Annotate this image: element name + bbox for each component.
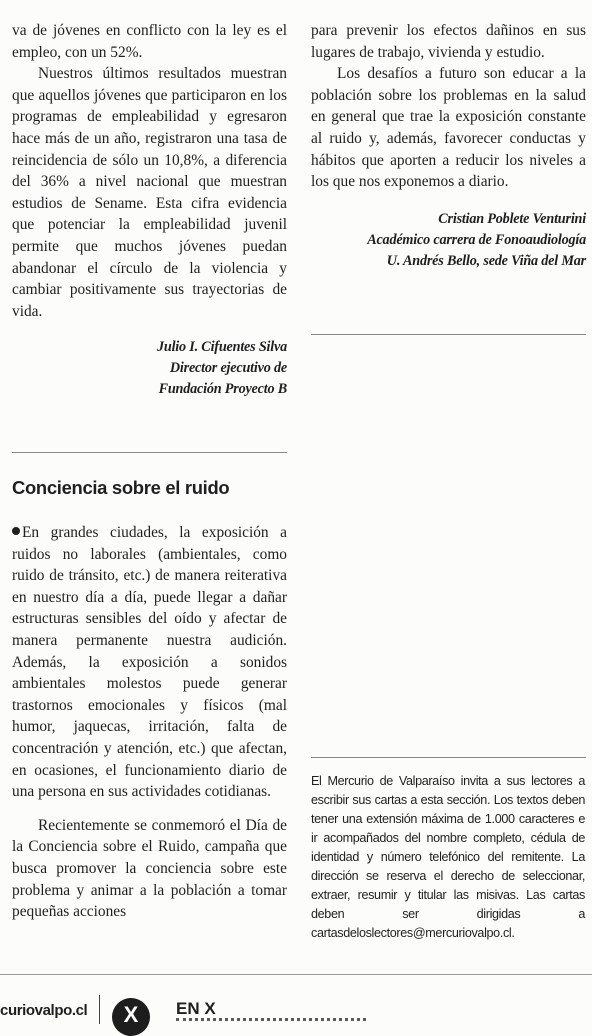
signature-1-org: Fundación Proyecto B xyxy=(158,381,287,398)
letter2-paragraph-2: Recientemente se conmemoró el Día de la Conciencia sobre el Ruido, campaña que busca promover la conciencia sobre este problema y animar a la población a tomar pequeñas acciones xyxy=(12,816,287,921)
right-column xyxy=(311,20,586,272)
signature-1-name: Julio I. Cifuentes Silva xyxy=(156,339,287,356)
left-column xyxy=(12,20,287,400)
letter2-paragraph-1: En grandes ciudades, la exposición a ruidos no laborales (ambientales, como ruido de tránsito, etc.) de manera reiterativa en nuestro día a día, puede llegar a dañar estructuras sensibles del oído y afectar de manera permanente nuestra audición. Además, la exposición a sonidos ambientales molestos puede generar trastornos emocionales y físicos (mal humor, jaquecas, irritación, falta de concentración y atención, etc.) que afectan, en ocasiones, el funcionamiento diario de una persona en sus actividades cotidianas. xyxy=(12,524,287,801)
footer-site: curiovalpo.cl xyxy=(0,1002,88,1019)
signature-1-role: Director ejecutivo de xyxy=(169,360,287,377)
letter2-body xyxy=(12,522,287,923)
signature-2 xyxy=(311,209,586,272)
section-divider-left xyxy=(12,452,287,453)
letter1-end-paragraph: va de jóvenes en conflicto con la ley es el empleo, con un 52%. xyxy=(12,22,287,61)
divider-notice-top xyxy=(311,757,586,758)
x-logo-icon xyxy=(112,998,150,1036)
letter1-paragraph-2: Nuestros últimos resultados muestran que aquellos jóvenes que participaron en los programas de empleabilidad y egresaron hace más de un año, registraron una tasa de reincidencia de sólo un 10,8%, a diferencia del 36% a nivel nacional que muestran estudios de Sename. Esta cifra evidencia que potenciar la empleabilidad juvenil permite que muchos jóvenes puedan abandonar el círculo de la violencia y cambiar positivamente sus trayectorias de vida. xyxy=(12,65,287,320)
footer-rule xyxy=(0,974,592,975)
footer-divider xyxy=(99,995,100,1024)
divider-right-top xyxy=(311,334,586,335)
submission-notice: El Mercurio de Valparaíso invita a sus lectores a escribir sus cartas a esta sección. Los textos deben tener una extensión máxima de 1.000 caracteres e ir acompañados del nombre completo, cédula de identidad y número telefónico del remitente. La dirección se reserva el derecho de seleccionar, extraer, resumir y titular las misivas. Las cartas deben ser dirigidas a cartasdeloslectores@mercuriovalpo.cl. xyxy=(311,774,585,940)
signature-2-name: Cristian Poblete Venturini xyxy=(438,210,586,227)
bullet-icon xyxy=(12,527,20,535)
letter2-paragraph-2-cont: para prevenir los efectos dañinos en sus lugares de trabajo, vivienda y estudio. xyxy=(311,22,586,61)
signature-2-org: U. Andrés Bello, sede Viña del Mar xyxy=(386,252,586,269)
footer-en-x: EN X xyxy=(176,999,216,1018)
x-logo-letter: X xyxy=(123,1002,139,1027)
signature-2-role: Académico carrera de Fonoaudiología xyxy=(367,231,586,248)
letter2-paragraph-3: Los desafíos a futuro son educar a la población sobre los problemas en la salud en general que trae la exposición constante al ruido y, además, favorecer conductas y hábitos que aporten a reducir los niveles a los que nos exponemos a diario. xyxy=(311,65,586,191)
signature-1 xyxy=(12,337,287,400)
section-title: Conciencia sobre el ruido xyxy=(12,477,230,498)
